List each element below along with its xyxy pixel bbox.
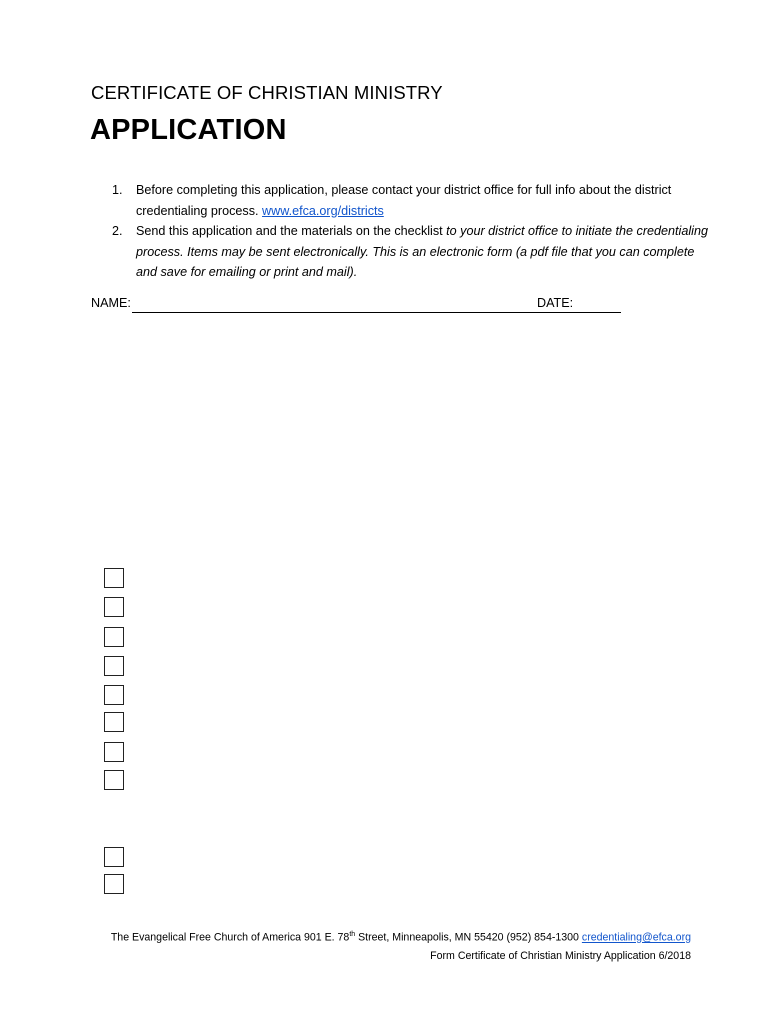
instruction-item-2 [88, 221, 708, 283]
checklist-checkbox[interactable] [104, 770, 124, 790]
checklist-checkbox[interactable] [104, 847, 124, 867]
checklist-checkbox[interactable] [104, 597, 124, 617]
name-date-row [91, 296, 711, 316]
instruction-number: 1. [112, 183, 123, 197]
footer-address [111, 931, 691, 944]
checklist-checkbox[interactable] [104, 627, 124, 647]
instruction-text: Before completing this application, please contact your district office for full info about the district credentialing process. [136, 183, 672, 218]
instruction-text-italic: to your district office to initiate the credentialing process. Items may be sent electronically. This is an electronic form (a pdf file that you can complete and save for emailing or print and mail). [136, 224, 708, 279]
footer-form-info: Form Certificate of Christian Ministry Application 6/2018 [430, 950, 691, 962]
districts-link[interactable]: www.efca.org/districts [262, 203, 384, 218]
name-label: NAME: [91, 296, 131, 310]
form-subtitle: CERTIFICATE OF CHRISTIAN MINISTRY [91, 82, 443, 103]
name-field[interactable] [132, 312, 621, 313]
instruction-number: 2. [112, 224, 123, 238]
footer-address-text: The Evangelical Free Church of America 901 E. 78 [110, 931, 350, 944]
checklist-checkbox[interactable] [104, 685, 124, 705]
instruction-item-1 [88, 180, 708, 221]
date-label: DATE: [537, 296, 574, 310]
email-link[interactable]: credentialing@efca.org [581, 931, 691, 944]
footer-address-sup: th [349, 931, 356, 938]
checklist-checkbox[interactable] [104, 874, 124, 894]
instructions-list [88, 180, 708, 283]
instruction-text: Send this application and the materials on the checklist [136, 224, 447, 238]
form-title: APPLICATION [90, 114, 287, 146]
checklist-checkbox[interactable] [104, 656, 124, 676]
checklist-checkbox[interactable] [104, 712, 124, 732]
checklist-checkbox[interactable] [104, 568, 124, 588]
footer-address-text: Street, Minneapolis, MN 55420 (952) 854-1300 [355, 931, 582, 944]
checklist-checkbox[interactable] [104, 742, 124, 762]
